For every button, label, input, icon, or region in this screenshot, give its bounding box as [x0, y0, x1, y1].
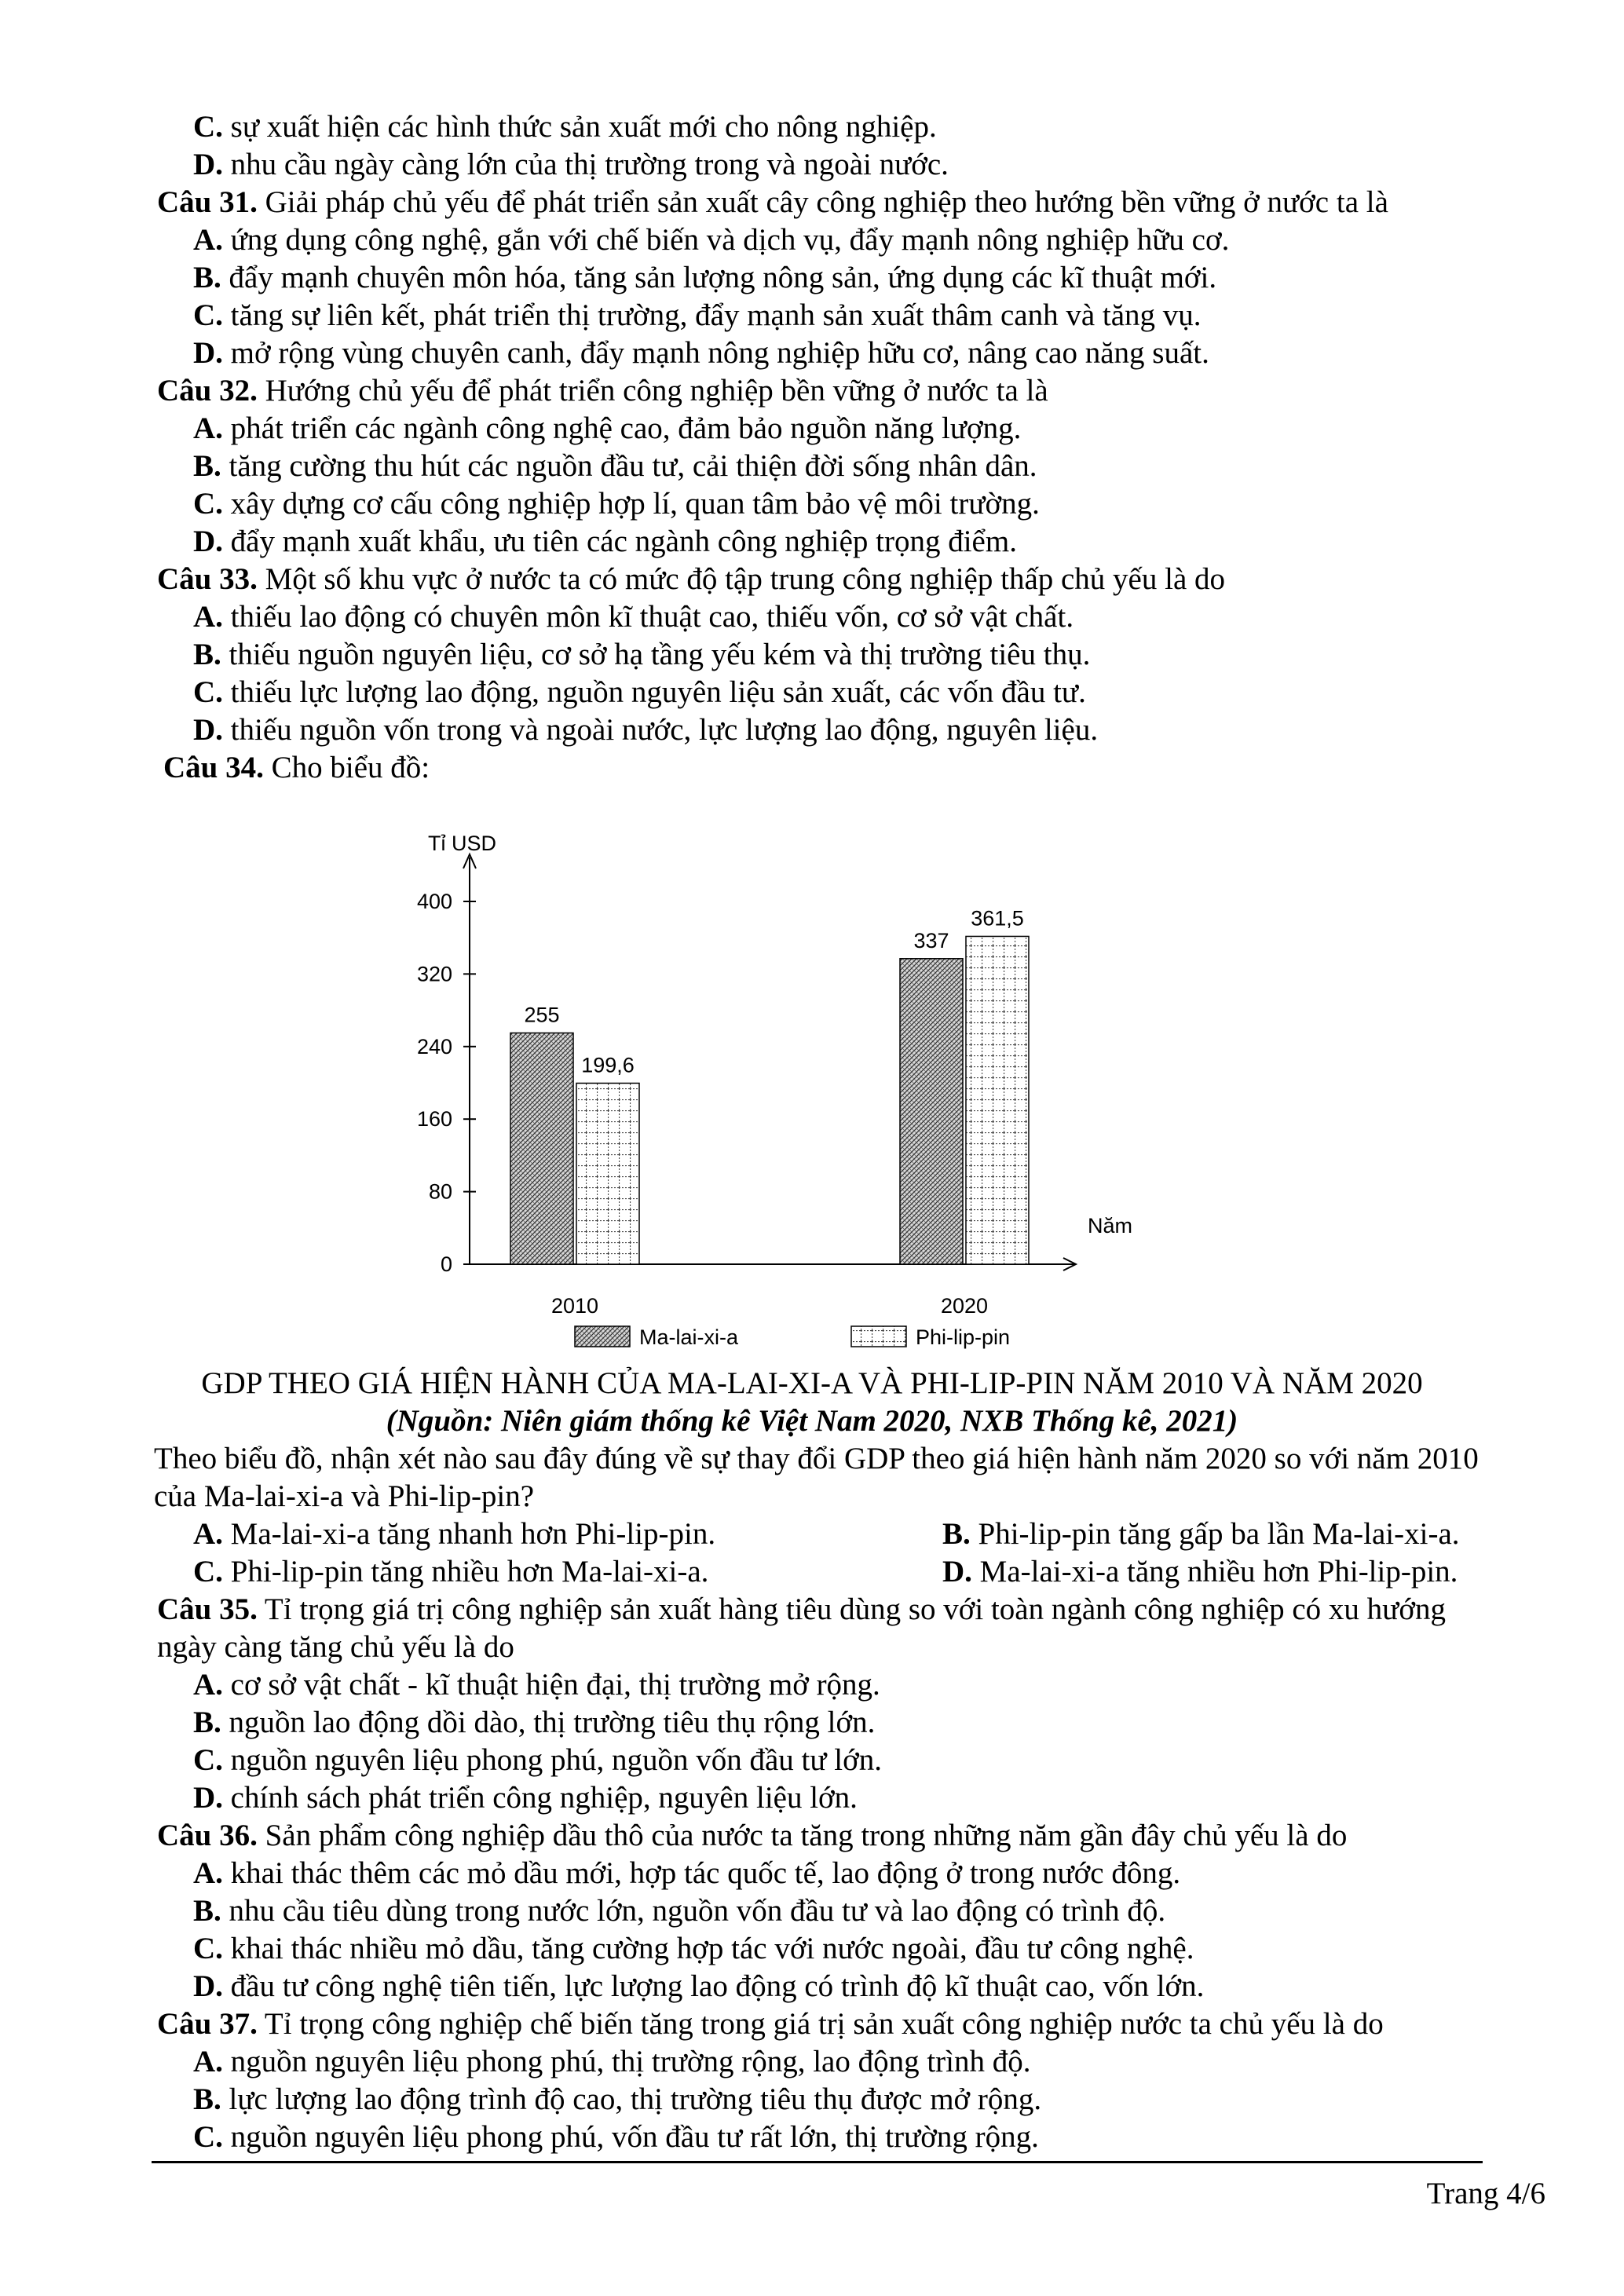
- q37-option-a: A. nguồn nguyên liệu phong phú, thị trường rộng, lao động trình độ.: [193, 2045, 1031, 2078]
- legend-label: Phi-lip-pin: [916, 1325, 1011, 1349]
- y-tick-label: 320: [416, 962, 452, 986]
- y-axis-label: Tỉ USD: [428, 832, 496, 855]
- q33-option-b: B. thiếu nguồn nguyên liệu, cơ sở hạ tầng yếu kém và thị trường tiêu thụ.: [193, 638, 1091, 671]
- bar-ma-lai-xi-a-2010: [510, 1033, 573, 1264]
- q37-stem: Câu 37. Tỉ trọng công nghiệp chế biến tăng trong giá trị sản xuất công nghiệp nước ta chủ yếu là do: [157, 2007, 1384, 2041]
- q36-option-a: A. khai thác thêm các mỏ dầu mới, hợp tác quốc tế, lao động ở trong nước đông.: [193, 1856, 1181, 1890]
- x-axis-label: Năm: [1088, 1214, 1133, 1238]
- chart-caption: GDP THEO GIÁ HIỆN HÀNH CỦA MA-LAI-XI-A VÀ PHI-LIP-PIN NĂM 2010 VÀ NĂM 2020: [201, 1366, 1423, 1400]
- q32-stem: Câu 32. Hướng chủ yếu để phát triển công nghiệp bền vững ở nước ta là: [157, 374, 1048, 408]
- q32-option-d: D. đẩy mạnh xuất khẩu, ưu tiên các ngành công nghiệp trọng điểm.: [193, 525, 1017, 558]
- legend-swatch-philippines: [851, 1326, 906, 1347]
- q33-option-c: C. thiếu lực lượng lao động, nguồn nguyên liệu sản xuất, các vốn đầu tư.: [193, 675, 1086, 709]
- y-tick-label: 80: [428, 1179, 452, 1204]
- q34-option-d: D. Ma-lai-xi-a tăng nhiều hơn Phi-lip-pin.: [942, 1555, 1458, 1589]
- legend-swatch-malaysia: [575, 1326, 630, 1347]
- bar-phi-lip-pin-2010: [576, 1083, 639, 1264]
- q37-option-b: B. lực lượng lao động trình độ cao, thị trường tiêu thụ được mở rộng.: [193, 2082, 1042, 2116]
- q34-prompt-line2: của Ma-lai-xi-a và Phi-lip-pin?: [154, 1479, 535, 1513]
- q32-option-c: C. xây dựng cơ cấu công nghiệp hợp lí, quan tâm bảo vệ môi trường.: [193, 487, 1040, 521]
- x-tick-label: 2010: [550, 1294, 599, 1318]
- q36-stem: Câu 36. Sản phẩm công nghiệp dầu thô của nước ta tăng trong những năm gần đây chủ yếu là do: [157, 1819, 1348, 1852]
- q30-option-d: D. nhu cầu ngày càng lớn của thị trường trong và ngoài nước.: [193, 148, 949, 181]
- footer-divider: [152, 2161, 1483, 2163]
- y-tick-label: 240: [416, 1034, 452, 1058]
- bar-phi-lip-pin-2020: [966, 936, 1029, 1264]
- q31-stem: Câu 31. Giải pháp chủ yếu để phát triển sản xuất cây công nghiệp theo hướng bền vững ở nước ta là: [157, 185, 1388, 219]
- q35-stem-line2: ngày càng tăng chủ yếu là do: [157, 1630, 514, 1664]
- q34-option-a: A. Ma-lai-xi-a tăng nhanh hơn Phi-lip-pin.: [193, 1517, 716, 1551]
- x-tick-label: 2020: [940, 1294, 989, 1318]
- q31-option-b: B. đẩy mạnh chuyên môn hóa, tăng sản lượng nông sản, ứng dụng các kĩ thuật mới.: [193, 261, 1217, 294]
- q34-stem: Câu 34. Cho biểu đồ:: [163, 751, 430, 784]
- q37-option-c: C. nguồn nguyên liệu phong phú, vốn đầu tư rất lớn, thị trường rộng.: [193, 2120, 1039, 2154]
- q34-prompt-line1: Theo biểu đồ, nhận xét nào sau đây đúng về sự thay đổi GDP theo giá hiện hành năm 2020 so với năm 2010: [154, 1442, 1479, 1475]
- q35-stem-line1: Câu 35. Tỉ trọng giá trị công nghiệp sản xuất hàng tiêu dùng so với toàn ngành công nghiệp có xu hướng: [157, 1592, 1446, 1626]
- q36-option-d: D. đầu tư công nghệ tiên tiến, lực lượng lao động có trình độ kĩ thuật cao, vốn lớn.: [193, 1969, 1205, 2003]
- q34-option-c: C. Phi-lip-pin tăng nhiều hơn Ma-lai-xi-a.: [193, 1555, 709, 1589]
- q32-option-a: A. phát triển các ngành công nghệ cao, đảm bảo nguồn năng lượng.: [193, 411, 1022, 445]
- y-tick-label: 160: [416, 1107, 452, 1132]
- q33-stem: Câu 33. Một số khu vực ở nước ta có mức độ tập trung công nghiệp thấp chủ yếu là do: [157, 562, 1226, 596]
- data-label: 337: [913, 928, 949, 952]
- q32-option-b: B. tăng cường thu hút các nguồn đầu tư, cải thiện đời sống nhân dân.: [193, 449, 1037, 483]
- data-label: 255: [524, 1003, 560, 1027]
- y-tick-label: 400: [416, 890, 452, 913]
- q35-option-b: B. nguồn lao động dồi dào, thị trường tiêu thụ rộng lớn.: [193, 1706, 876, 1739]
- q33-option-a: A. thiếu lao động có chuyên môn kĩ thuật cao, thiếu vốn, cơ sở vật chất.: [193, 600, 1074, 634]
- y-tick-label: 0: [440, 1252, 452, 1276]
- q35-option-a: A. cơ sở vật chất - kĩ thuật hiện đại, thị trường mở rộng.: [193, 1668, 880, 1702]
- data-label: 199,6: [581, 1053, 635, 1077]
- q34-option-b: B. Phi-lip-pin tăng gấp ba lần Ma-lai-xi-a.: [942, 1517, 1460, 1551]
- data-label: 361,5: [971, 906, 1024, 930]
- page-number: Trang 4/6: [1426, 2177, 1545, 2210]
- chart-source: (Nguồn: Niên giám thống kê Việt Nam 2020, NXB Thống kê, 2021): [386, 1404, 1238, 1438]
- legend-label: Ma-lai-xi-a: [639, 1325, 739, 1349]
- q31-option-a: A. ứng dụng công nghệ, gắn với chế biến và dịch vụ, đẩy mạnh nông nghiệp hữu cơ.: [193, 223, 1230, 257]
- q30-option-c: C. sự xuất hiện các hình thức sản xuất mới cho nông nghiệp.: [193, 110, 937, 144]
- q35-option-c: C. nguồn nguyên liệu phong phú, nguồn vốn đầu tư lớn.: [193, 1743, 882, 1777]
- q31-option-c: C. tăng sự liên kết, phát triển thị trường, đẩy mạnh sản xuất thâm canh và tăng vụ.: [193, 298, 1202, 332]
- q36-option-b: B. nhu cầu tiêu dùng trong nước lớn, nguồn vốn đầu tư và lao động có trình độ.: [193, 1894, 1166, 1928]
- gdp-bar-chart: [377, 824, 1225, 1358]
- bar-ma-lai-xi-a-2020: [900, 959, 963, 1264]
- q33-option-d: D. thiếu nguồn vốn trong và ngoài nước, lực lượng lao động, nguyên liệu.: [193, 713, 1099, 747]
- q31-option-d: D. mở rộng vùng chuyên canh, đẩy mạnh nông nghiệp hữu cơ, nâng cao năng suất.: [193, 336, 1209, 370]
- q36-option-c: C. khai thác nhiều mỏ dầu, tăng cường hợp tác với nước ngoài, đầu tư công nghệ.: [193, 1932, 1194, 1965]
- q35-option-d: D. chính sách phát triển công nghiệp, nguyên liệu lớn.: [193, 1781, 858, 1815]
